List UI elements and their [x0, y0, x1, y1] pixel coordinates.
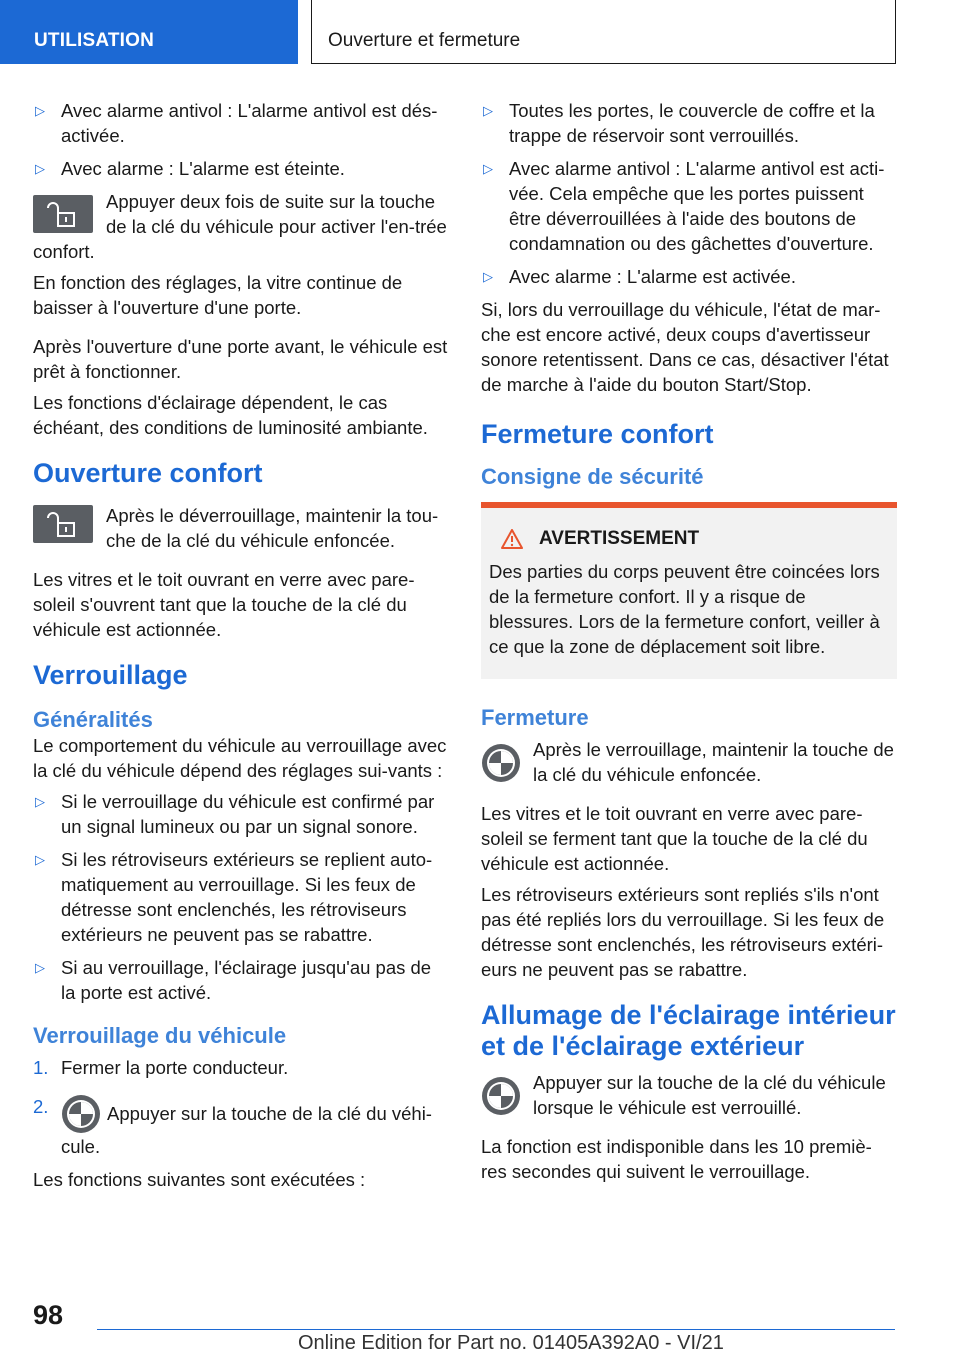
triangle-bullet-icon: ▷ [35, 794, 45, 809]
lighting-instruction: Appuyer sur la touche de la clé du véhicule lorsque le véhicule est verrouillé. [481, 1070, 897, 1134]
left-column: ▷ Avec alarme antivol : L'alarme antivol est dés-activée. ▷ Avec alarme : L'alarme est éteinte. Appuyer deux fois de suite sur la touche de la clé du véhicule pour activer l'en-trée confort. En fonction des réglages, la vitre continue de baisser à l'ouverture d'une porte. Après l'ouverture d'une porte avant, le véhicule est prêt à fonctionner. Les fonctions d'éclairage dépendent, le cas échéant, des conditions de luminosité ambiante. Ouverture confort Après le déverrouillage, maintenir la tou-che de la clé du véhicule enfoncée. Les vitres et le toit ouvrant en verre avec pare-soleil s'ouvrent tant que la touche de la clé du véhicule est actionnée. Verrouillage Généralités Le comportement du véhicule au verrouillage avec la clé du véhicule dépend des réglages sui-vants : ▷ Si le verrouillage du véhicule est confirmé par un signal lumineux ou par un signal sonore. ▷ Si les rétroviseurs extérieurs se replient auto-matiquement au verrouillage. Si les feux de détresse sont enclenchés, les rétroviseurs extérieurs ne peuvent pas se rabattre. ▷ Si au verrouillage, l'éclairage jusqu'au pas de la porte est activé. Verrouillage du véhicule 1. Fermer la porte conducteur. 2. Appuyer sur la touche de la clé du véhi-cule. Les fonctions suivantes sont exécutées : [33, 100, 448, 1190]
list-item: ▷ Si au verrouillage, l'éclairage jusqu'au pas de la porte est activé. [35, 957, 432, 1003]
unlock-icon [33, 505, 93, 543]
list-item: 1. Fermer la porte conducteur. [33, 1057, 289, 1078]
footer-divider [97, 1329, 895, 1330]
heading-comfort-close: Fermeture confort [481, 419, 714, 449]
heading-safety: Consigne de sécurité [481, 464, 704, 489]
list-item: ▷ Avec alarme antivol : L'alarme antivol est dés-activée. [35, 100, 438, 146]
warning-title: AVERTISSEMENT [539, 528, 700, 549]
heading-comfort-open: Ouverture confort [33, 458, 263, 488]
unlock-icon [33, 195, 93, 233]
list-item: ▷ Avec alarme antivol : L'alarme antivol est acti-vée. Cela empêche que les portes puissent être déverrouillées à l'aide des boutons de condamnation ou des gâchettes d'ouverture. [483, 158, 885, 254]
page-number: 98 [33, 1300, 64, 1330]
unlock-instruction: Appuyer deux fois de suite sur la touche de la clé du véhicule pour activer l'en-trée confort. [33, 191, 447, 262]
heading-closing: Fermeture [481, 705, 589, 730]
list-item: 2. Appuyer sur la touche de la clé du véhi-cule. [33, 1096, 432, 1157]
list-item: ▷ Si les rétroviseurs extérieurs se replient auto-matiquement au verrouillage. Si les feux de détresse sont enclenchés, les rétroviseurs extérieurs ne peuvent pas se rabattre. [35, 849, 433, 945]
bmw-key-icon [61, 1094, 101, 1134]
list-item: ▷ Avec alarme : L'alarme est éteinte. [35, 158, 345, 179]
bmw-key-icon [481, 743, 521, 783]
bmw-key-icon [481, 1076, 521, 1116]
triangle-bullet-icon: ▷ [483, 103, 493, 118]
closing-instruction: Après le verrouillage, maintenir la touche de la clé du véhicule enfoncée. [481, 737, 897, 801]
list-item: ▷ Toutes les portes, le couvercle de coffre et la trappe de réservoir sont verrouillés. [483, 100, 875, 146]
triangle-bullet-icon: ▷ [35, 960, 45, 975]
warning-triangle-icon [501, 529, 523, 549]
heading-lighting: Allumage de l'éclairage intérieur et de l'éclairage extérieur [481, 1000, 896, 1061]
triangle-bullet-icon: ▷ [483, 161, 493, 176]
triangle-bullet-icon: ▷ [483, 269, 493, 284]
heading-general: Généralités [33, 707, 153, 732]
triangle-bullet-icon: ▷ [35, 161, 45, 176]
heading-vehicle-lock: Verrouillage du véhicule [33, 1023, 287, 1048]
right-column: ▷ Toutes les portes, le couvercle de coffre et la trappe de réservoir sont verrouillés. ▷ Avec alarme antivol : L'alarme antivol est acti-vée. Cela empêche que les portes puissent être déverrouillées à l'aide des boutons de condamnation ou des gâchettes d'ouverture. ▷ Avec alarme : L'alarme est activée. Si, lors du verrouillage du véhicule, l'état de mar-che est encore activé, deux coups d'avertisseur sonore retentissent. Dans ce cas, désactiver l'état de marche à l'aide du bouton Start/Stop. Fermeture confort Consigne de sécurité AVERTISSEMENT Des parties du corps peuvent être coincées lors de la fermeture confort. Il y a risque de blessures. Lors de la fermeture confort, veiller à ce que la zone de déplacement soit libre. Fermeture Après le verrouillage, maintenir la touche de la clé du véhicule enfoncée. Les vitres et le toit ouvrant en verre avec pare-soleil se ferment tant que la touche de la clé du véhicule est actionnée. Les rétroviseurs extérieurs sont repliés s'ils n'ont pas été repliés lors du verrouillage. Si les feux de détresse sont enclenchés, les rétroviseurs extéri-eurs ne peuvent pas se rabattre. Allumage de l'éclairage intérieur et de l'éclairage extérieur Appuyer sur la touche de la clé du véhicule lorsque le véhicule est verrouillé. La fonction est indisponible dans les 10 premiè-res secondes qui suivent le verrouillage. [481, 100, 896, 1182]
section-label: UTILISATION [34, 30, 155, 51]
comfort-open-instruction: Après le déverrouillage, maintenir la tou-che de la clé du véhicule enfoncée. [33, 503, 449, 567]
steps-list [33, 1055, 449, 1159]
heading-locking: Verrouillage [33, 660, 188, 690]
chapter-title: Ouverture et fermeture [328, 30, 521, 51]
bullet-list [33, 789, 449, 1005]
bullet-list [33, 98, 449, 181]
chapter-title-box [311, 0, 896, 64]
footer-edition: Online Edition for Part no. 01405A392A0 - VI/21 [298, 1332, 724, 1354]
triangle-bullet-icon: ▷ [35, 852, 45, 867]
list-item: ▷ Avec alarme : L'alarme est activée. [483, 266, 796, 287]
triangle-bullet-icon: ▷ [35, 103, 45, 118]
list-item: ▷ Si le verrouillage du véhicule est confirmé par un signal lumineux ou par un signal sonore. [35, 791, 435, 837]
section-tab[interactable] [0, 0, 298, 64]
warning-box: AVERTISSEMENT Des parties du corps peuvent être coincées lors de la fermeture confort. Il y a risque de blessures. Lors de la fermeture confort, veiller à ce que la zone de déplacement soit libre. [481, 508, 897, 679]
bullet-list [481, 98, 897, 289]
